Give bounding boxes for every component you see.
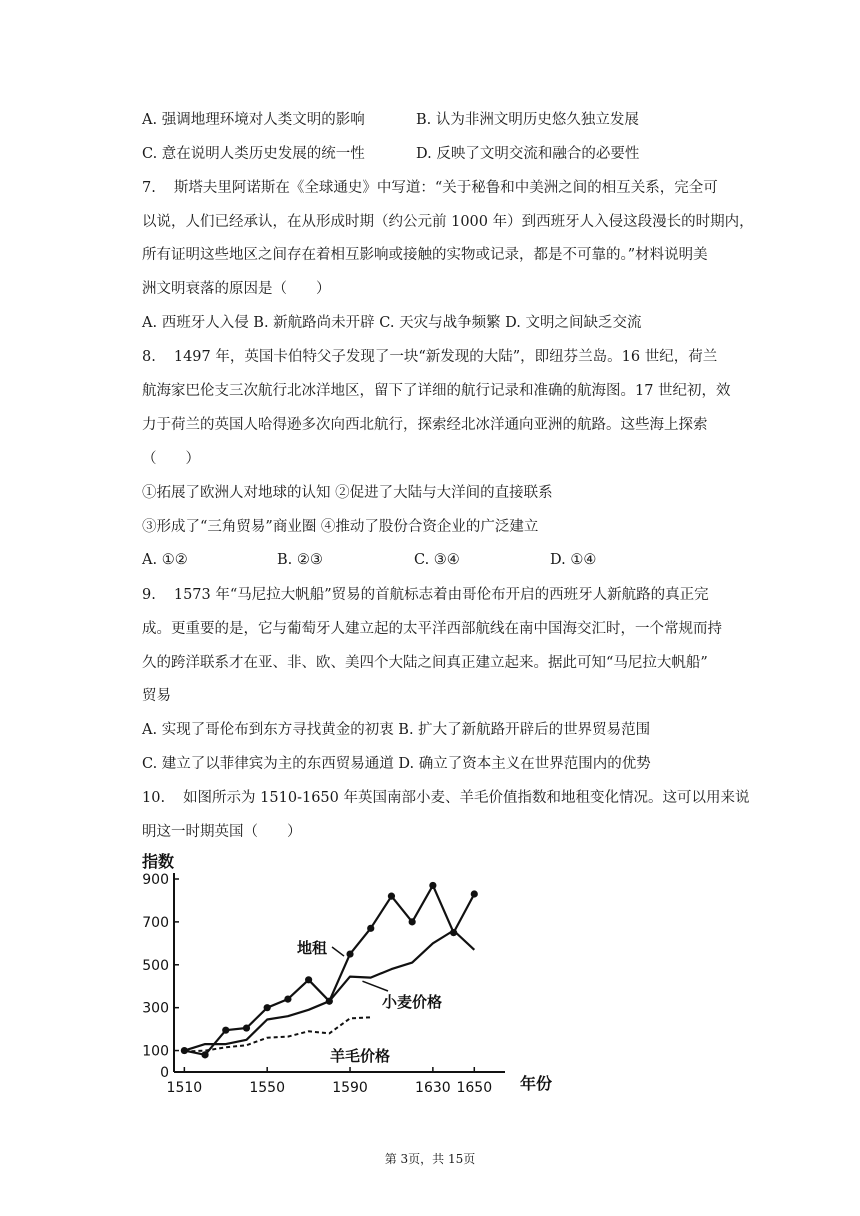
q6-option-d: D. 反映了文明交流和融合的必要性: [416, 146, 640, 162]
q9-line-2: 成。更重要的是，它与葡萄牙人建立起的太平洋西部航线在南中国海交汇时，一个常规而持: [142, 621, 722, 637]
q10-line-1: [142, 788, 749, 808]
q8-number: 8.: [142, 349, 156, 365]
x-tick-label-1550: 1550: [249, 1080, 286, 1096]
q8-line-2: 航海家巴伦支三次航行北冰洋地区，留下了详细的航行记录和准确的航海图。17 世纪初，效: [142, 383, 731, 399]
data-point-地租: [429, 882, 436, 889]
q8-option-d: D. ①④: [550, 552, 597, 568]
q6-option-b: B. 认为非洲文明历史悠久独立发展: [416, 112, 639, 128]
y-axis-label: 指数: [142, 852, 175, 871]
q8-item-1: ①拓展了欧洲人对地球的认知 ②促进了大陆与大洋间的直接联系: [142, 485, 553, 501]
q7-line-4: 洲文明衰落的原因是（ ）: [142, 281, 331, 297]
q8-text-1: 1497 年，英国卡伯特父子发现了一块“新发现的大陆”，即纽芬兰岛。16 世纪，荷兰: [173, 349, 718, 365]
y-tick-label-100: 100: [142, 1043, 169, 1060]
rent-label-leader: [332, 947, 344, 956]
data-point-地租: [471, 890, 478, 897]
data-point-地租: [222, 1027, 229, 1034]
q10-text-1: 如图所示为 1510-1650 年英国南部小麦、羊毛价值指数和地租变化情况。这可以用来说: [183, 790, 750, 806]
q7-line-3: 所有证明这些地区之间存在着相互影响或接触的实物或记录，都是不可靠的。”材料说明美: [142, 247, 708, 263]
index-chart: [140, 845, 560, 1100]
y-tick-label-500: 500: [142, 957, 169, 974]
q8-item-2: ③形成了“三角贸易”商业圈 ④推动了股份合资企业的广泛建立: [142, 519, 539, 535]
q8-line-3: 力于荷兰的英国人哈得逊多次向西北航行，探索经北冰洋通向亚洲的航路。这些海上探索: [142, 417, 708, 433]
wheat-label-leader: [362, 981, 388, 991]
y-tick-label-300: 300: [142, 1000, 169, 1017]
series-label-rent: 地租: [297, 939, 328, 957]
q9-line-3: 久的跨洋联系才在亚、非、欧、美四个大陆之间真正建立起来。据此可知“马尼拉大帆船”: [142, 655, 708, 671]
x-tick-label-1650: 1650: [456, 1080, 493, 1096]
q7-text-1: 斯塔夫里阿诺斯在《全球通史》中写道：“关于秘鲁和中美洲之间的相互关系，完全可: [173, 180, 718, 196]
q7-line-2: 以说，人们已经承认，在从形成时期（约公元前 1000 年）到西班牙人入侵这段漫长的时期内，: [142, 214, 754, 230]
q9-options-2: C. 建立了以菲律宾为主的东西贸易通道 D. 确立了资本主义在世界范围内的优势: [142, 756, 651, 772]
y-tick-label-0: 0: [160, 1065, 169, 1081]
q7-options: A. 西班牙人入侵 B. 新航路尚未开辟 C. 天灾与战争频繁 D. 文明之间缺乏交流: [142, 315, 642, 331]
data-point-地租: [264, 1004, 271, 1011]
q7-number: 7.: [142, 180, 156, 196]
data-point-地租: [367, 925, 374, 932]
q9-line-4: 贸易: [142, 688, 171, 704]
y-tick-label-900: 900: [142, 872, 169, 888]
x-tick-label-1510: 1510: [166, 1080, 203, 1096]
x-tick-label-1630: 1630: [415, 1080, 451, 1096]
x-axis-label: 年份: [520, 1074, 553, 1093]
data-point-地租: [346, 950, 353, 957]
q9-line-1: [142, 585, 709, 605]
data-point-地租: [388, 893, 395, 900]
q9-text-1: 1573 年“马尼拉大帆船”贸易的首航标志着由哥伦布开启的西班牙人新航路的真正完: [173, 587, 709, 603]
q10-line-2: 明这一时期英国（ ）: [142, 824, 302, 840]
q7-line-1: [142, 178, 718, 198]
q8-option-b: B. ②③: [277, 552, 323, 568]
q6-option-c: C. 意在说明人类历史发展的统一性: [142, 146, 365, 162]
page-footer: 第 3页，共 15页: [384, 1152, 476, 1166]
data-point-地租: [409, 918, 416, 925]
q8-option-c: C. ③④: [414, 552, 460, 568]
q8-option-a: A. ①②: [142, 552, 188, 568]
q8-line-4: （ ）: [142, 451, 200, 467]
data-point-地租: [201, 1051, 208, 1058]
q10-number: 10.: [142, 790, 166, 806]
series-label-wheat: 小麦价格: [382, 993, 443, 1011]
q6-option-a: A. 强调地理环境对人类文明的影响: [142, 112, 365, 128]
q9-number: 9.: [142, 587, 156, 603]
y-tick-label-700: 700: [142, 914, 169, 931]
series-label-wool: 羊毛价格: [330, 1047, 391, 1065]
data-point-地租: [243, 1024, 250, 1031]
q8-line-1: [142, 347, 717, 367]
data-point-地租: [284, 995, 291, 1002]
x-tick-label-1590: 1590: [332, 1080, 368, 1096]
data-point-地租: [305, 976, 312, 983]
q9-options-1: A. 实现了哥伦布到东方寻找黄金的初衷 B. 扩大了新航路开辟后的世界贸易范围: [142, 722, 651, 738]
